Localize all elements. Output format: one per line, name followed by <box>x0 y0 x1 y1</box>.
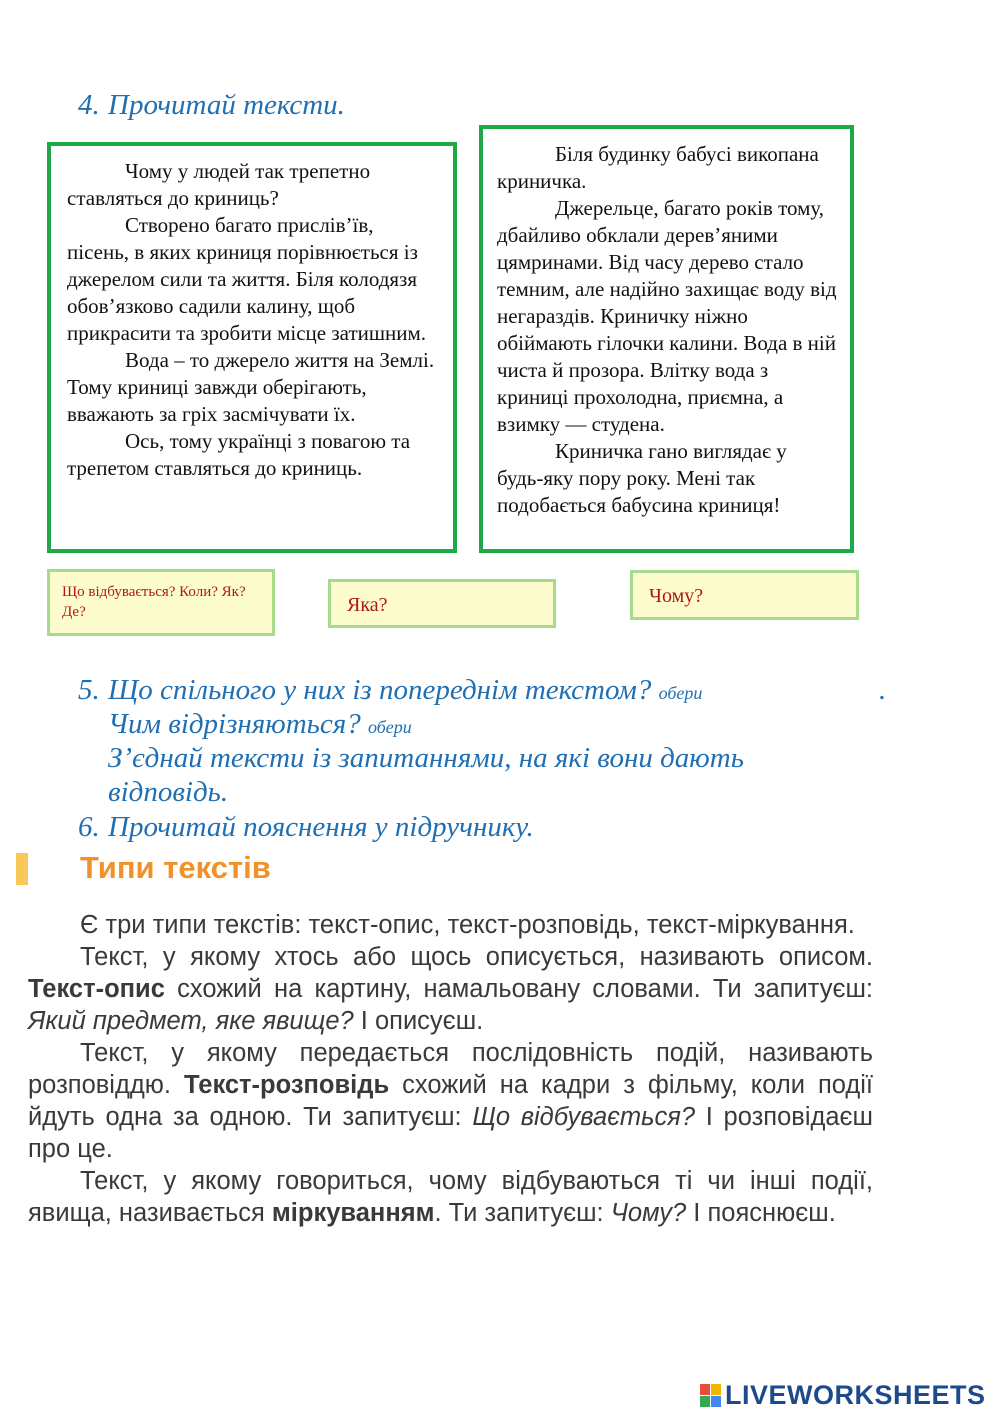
textbook-paragraph: Текст, у якому говориться, чому відбуваються ті чи інші події, явища, називається міркуванням. Ти запитуєш: Чому? І пояснюєш. <box>28 1167 873 1227</box>
hint-choose: обери <box>367 717 412 737</box>
logo-text: LIVEWORKSHEETS <box>725 1380 986 1410</box>
text-box-right[interactable] <box>479 125 854 553</box>
task-text: Прочитай тексти. <box>108 89 345 121</box>
paragraph: Джерельце, багато років тому, дбайливо обклали дерев’яними цямринами. Від часу дерево стало темним, але надійно захищає воду від негараздів. Криничку ніжно обіймають гілочки калини. Вода в ній чиста й прозора. Влітку вода з криниці прохолодна, приємна, а взимку — студена. <box>497 196 837 436</box>
task-5-line-4 <box>108 775 228 809</box>
textbook-body <box>28 909 873 1229</box>
paragraph: Чому у людей так трепетно ставляться до криниць? <box>67 159 371 210</box>
answer-dropdown-common[interactable] <box>710 679 830 705</box>
logo-icon <box>700 1384 722 1408</box>
task-text: З’єднай тексти із запитаннями, на які вони дають <box>108 742 744 774</box>
question-text: Чому? <box>649 585 704 607</box>
textbook-paragraph: Текст, у якому передається послідовність подій, називають розповіддю. Текст-розповідь схожий на кадри з фільму, коли події йдуть одна за одною. Ти запитуєш: Що відбувається? І розповідаєш про це. <box>28 1039 874 1163</box>
paragraph: Створено багато прислів’їв, пісень, в яких криниця порівнюється із джерелом сили та життя. Біля колодязя обов’язково садили калину, щоб прикрасити та зробити місце затишним. <box>67 213 427 345</box>
paragraph: Біля будинку бабусі викопана криничка. <box>497 142 819 193</box>
task-text: Чим відрізняються? <box>108 708 361 740</box>
hint-choose: обери <box>658 683 703 703</box>
task-number: 4. <box>78 89 100 121</box>
task-6-title <box>78 810 534 844</box>
question-box-which[interactable] <box>328 579 556 628</box>
paragraph: Вода – то джерело життя на Землі. Тому криниці завжди оберігають, вважають за гріх засмічувати їх. <box>67 348 435 426</box>
task-5-line-3 <box>108 741 744 775</box>
textbook-paragraph: Є три типи текстів: текст-опис, текст-розповідь, текст-міркування. <box>80 911 855 939</box>
task-5-dot <box>879 673 886 707</box>
paragraph: Ось, тому українці з повагою та трепетом ставляться до криниць. <box>67 429 411 480</box>
liveworksheets-logo[interactable] <box>700 1380 986 1411</box>
text-box-left[interactable] <box>47 142 457 553</box>
task-4-title <box>78 88 345 122</box>
task-text: відповідь. <box>108 776 229 808</box>
heading-marker <box>16 853 28 885</box>
question-box-when-where[interactable] <box>47 569 275 636</box>
task-number: 5. <box>78 674 100 706</box>
task-5-line-2 <box>108 707 539 744</box>
textbook-heading: Типи текстів <box>80 850 271 885</box>
answer-dropdown-difference[interactable] <box>419 713 539 739</box>
paragraph: Криничка гано виглядає у будь-яку пору року. Мені так подобається бабусина криниця! <box>497 439 787 517</box>
question-box-why[interactable] <box>630 570 859 620</box>
task-text: Прочитай пояснення у підручнику. <box>108 811 534 843</box>
task-number: 6. <box>78 811 100 843</box>
question-text: Яка? <box>347 594 388 616</box>
task-5-line-1 <box>78 673 830 710</box>
task-text: Що спільного у них із попереднім текстом? <box>108 674 652 706</box>
question-text: Що відбувається? Коли? Як? Де? <box>62 584 246 620</box>
dot: . <box>879 674 887 706</box>
textbook-paragraph: Текст, у якому хтось або щось описується, називають описом. Текст-опис схожий на картину, намальовану словами. Ти запитуєш: Який предмет, яке явище? І описуєш. <box>28 943 873 1035</box>
